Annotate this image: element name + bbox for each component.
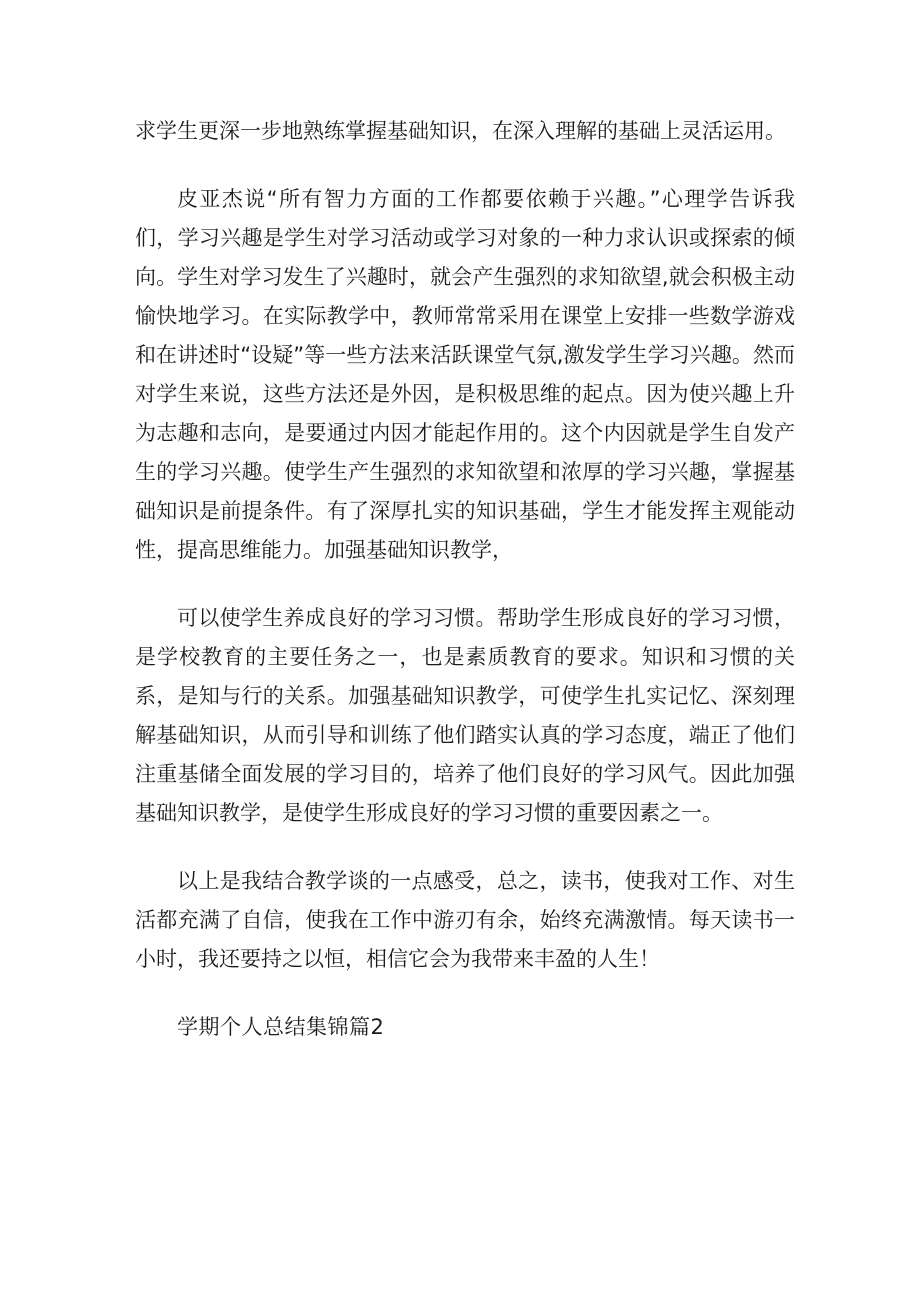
paragraph-conclusion: 以上是我结合教学谈的一点感受，总之，读书，使我对工作、对生活都充满了自信，使我在工作中游刃有余，始终充满激情。每天读书一小时，我还要持之以恒，相信它会为我带来丰盈的人生！ [135,869,795,971]
paragraph-interest: 皮亚杰说“所有智力方面的工作都要依赖于兴趣。”心理学告诉我们，学习兴趣是学生对学习活动或学习对象的一种力求认识或探索的倾向。学生对学习发生了兴趣时，就会产生强烈的求知欲望,就会积极主动愉快地学习。在实际教学中，教师常常采用在课堂上安排一些数学游戏和在讲述时“设疑”等一些方法来活跃课堂气氛,激发学生学习兴趣。然而对学生来说，这些方法还是外因，是积极思维的起点。因为使兴趣上升为志趣和志向，是要通过内因才能起作用的。这个内因就是学生自发产生的学习兴趣。使学生产生强烈的求知欲望和浓厚的学习兴趣，掌握基础知识是前提条件。有了深厚扎实的知识基础，学生才能发挥主观能动性，提高思维能力。加强基础知识教学， [135,187,795,562]
paragraph-habits: 可以使学生养成良好的学习习惯。帮助学生形成良好的学习习惯，是学校教育的主要任务之一，也是素质教育的要求。知识和习惯的关系，是知与行的关系。加强基础知识教学，可使学生扎实记忆、深刻理解基础知识，从而引导和训练了他们踏实认真的学习态度，端正了他们注重基储全面发展的学习目的，培养了他们良好的学习风气。因此加强基础知识教学，是使学生形成良好的学习习惯的重要因素之一。 [135,606,795,825]
section-heading: 学期个人总结集锦篇2 [177,1015,385,1039]
document-body [135,112,795,1047]
paragraph-continuation: 求学生更深一步地熟练掌握基础知识，在深入理解的基础上灵活运用。 [135,119,786,143]
